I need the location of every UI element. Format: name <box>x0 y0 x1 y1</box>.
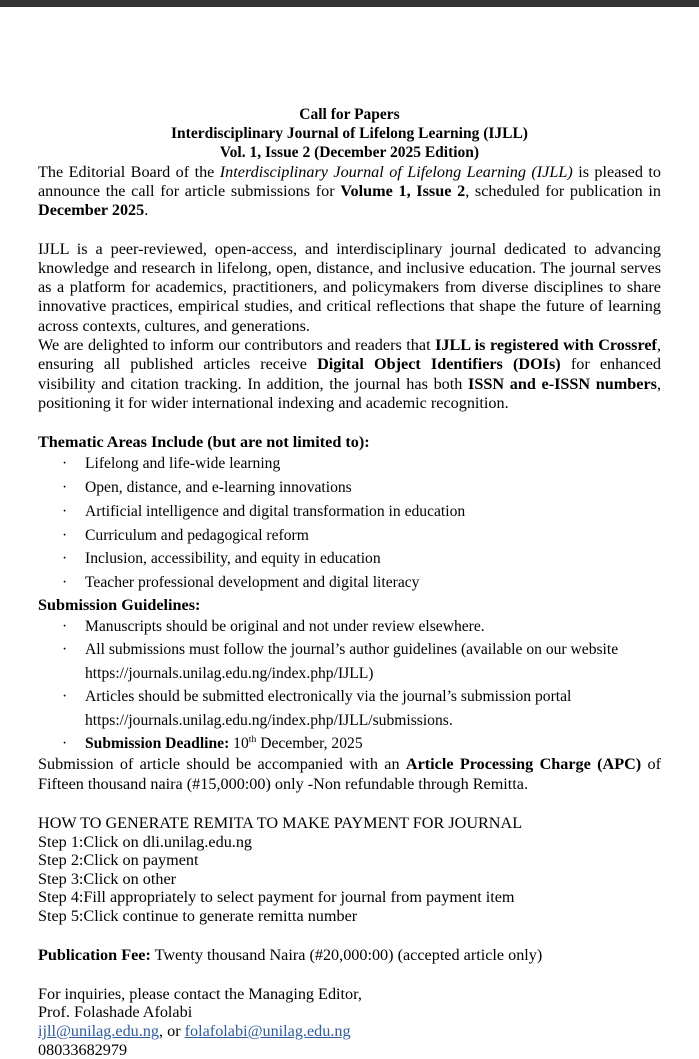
spacer-before-publication-fee <box>38 926 661 946</box>
bullet-marker-icon: · <box>62 550 68 568</box>
list-item <box>38 685 661 732</box>
list-item <box>38 638 661 685</box>
thematic-item-text: Lifelong and life-wide learning <box>85 455 281 473</box>
guideline-item-text: All submissions must follow the journal’s author guidelines (available on our website <box>85 641 619 659</box>
remita-step-3: Step 3:Click on other <box>38 869 177 888</box>
thematic-areas-heading: Thematic Areas Include (but are not limited to): <box>38 433 370 452</box>
list-item <box>38 500 661 524</box>
crossref-bold-registered: IJLL is registered with Crossref <box>435 335 657 354</box>
email-link-folafolabi[interactable]: folafolabi@unilag.edu.ng <box>184 1022 351 1041</box>
intro-text-4: . <box>144 201 149 220</box>
thematic-item-text: Artificial intelligence and digital transformation in education <box>85 502 466 520</box>
remita-steps-block <box>38 814 661 926</box>
list-item <box>38 732 661 755</box>
list-item <box>38 452 661 476</box>
about-journal-paragraph: IJLL is a peer-reviewed, open-access, and interdisciplinary journal dedicated to advancing knowledge and research in lifelong, open, distance, and inclusive education. The journal serves as a platform for academics, practitioners, and policymakers from diverse disciplines to share innovative practices, empirical studies, and critical reflections that shape the future of learning across contexts, cultures, and generations. <box>38 239 661 335</box>
apc-text-1: Submission of article should be accompanied with an <box>38 755 406 774</box>
contact-editor-name: Prof. Folashade Afolabi <box>38 1003 193 1022</box>
crossref-paragraph <box>38 336 661 413</box>
crossref-text-2: , ensuring all published articles receive <box>38 335 661 374</box>
submission-guidelines-list <box>38 615 661 755</box>
bullet-marker-icon: · <box>62 502 68 520</box>
bullet-marker-icon: · <box>62 478 68 496</box>
submission-deadline-rest: December, 2025 <box>256 734 363 752</box>
intro-date-bold: December 2025 <box>38 201 145 220</box>
list-item <box>38 547 661 571</box>
intro-text-1: The Editorial Board of the <box>38 162 220 181</box>
bullet-marker-icon: · <box>62 617 68 635</box>
remita-step-1: Step 1:Click on dli.unilag.edu.ng <box>38 832 253 851</box>
submission-guidelines-heading: Submission Guidelines: <box>38 595 201 614</box>
bullet-marker-icon: · <box>62 641 68 659</box>
submission-deadline-day: 10 <box>229 734 249 752</box>
spacer-before-thematic <box>38 413 661 432</box>
intro-volume-bold: Volume 1, Issue 2 <box>340 181 466 200</box>
remita-step-5: Step 5:Click continue to generate remitta number <box>38 906 358 925</box>
list-item <box>38 476 661 500</box>
title-line-volume-issue: Vol. 1, Issue 2 (December 2025 Edition) <box>219 144 480 162</box>
spacer-before-remita <box>38 794 661 814</box>
spacer-after-intro <box>38 221 661 240</box>
list-item <box>38 524 661 548</box>
intro-text-2: is pleased to announce the call for article submissions for <box>38 162 661 200</box>
apc-text-2: of Fifteen thousand naira (#15,000:00) only -Non refundable through Remitta. <box>38 755 661 793</box>
publication-fee-value: Twenty thousand Naira (#20,000:00) (accepted article only) <box>150 945 543 964</box>
crossref-bold-doi: Digital Object Identifiers (DOIs) <box>317 355 561 374</box>
bullet-marker-icon: · <box>62 526 68 544</box>
thematic-item-text: Open, distance, and e-learning innovations <box>85 478 352 496</box>
apc-paragraph <box>38 755 661 794</box>
crossref-text-4: , positioning it for wider international indexing and academic recognition. <box>38 374 661 412</box>
document-title-block <box>38 105 661 163</box>
guideline-item-text: Articles should be submitted electronically via the journal’s submission portal <box>85 688 572 706</box>
crossref-bold-issn: ISSN and e-ISSN numbers <box>468 374 657 393</box>
guideline-item-url: https://journals.unilag.edu.ng/index.php/IJLL) <box>85 664 374 682</box>
bullet-marker-icon: · <box>62 455 68 473</box>
crossref-text-3: for enhanced visibility and citation tracking. In addition, the journal has both <box>38 355 661 393</box>
apc-bold-label: Article Processing Charge (APC) <box>405 755 642 774</box>
list-item <box>38 571 661 595</box>
intro-text-3: , scheduled for publication in <box>465 181 662 200</box>
document-content <box>38 105 661 1059</box>
guideline-item-text: Manuscripts should be original and not under review elsewhere. <box>85 617 485 635</box>
crossref-text-1: We are delighted to inform our contributors and readers that <box>38 335 436 354</box>
bullet-marker-icon: · <box>62 734 68 752</box>
publication-fee-label: Publication Fee: <box>38 945 151 964</box>
remita-heading: HOW TO GENERATE REMITA TO MAKE PAYMENT FOR JOURNAL <box>38 813 523 832</box>
title-line-call-for-papers: Call for Papers <box>299 106 400 123</box>
email-link-ijll[interactable]: ijll@unilag.edu.ng <box>38 1022 160 1041</box>
intro-paragraph <box>38 163 661 221</box>
bullet-marker-icon: · <box>62 688 68 706</box>
contact-email-line <box>38 1022 661 1041</box>
title-line-journal-name: Interdisciplinary Journal of Lifelong Learning (IJLL) <box>171 125 528 143</box>
thematic-item-text: Curriculum and pedagogical reform <box>85 526 309 544</box>
viewer-top-bar <box>0 0 699 7</box>
bullet-marker-icon: · <box>62 574 68 592</box>
spacer-before-contact <box>38 965 661 985</box>
contact-intro-line: For inquiries, please contact the Managing Editor, <box>38 984 362 1003</box>
contact-phone: 08033682979 <box>38 1040 128 1059</box>
list-item <box>38 615 661 638</box>
email-separator: , or <box>159 1022 185 1041</box>
remita-step-2: Step 2:Click on payment <box>38 851 199 870</box>
intro-journal-italic: Interdisciplinary Journal of Lifelong Learning (IJLL) <box>219 162 573 181</box>
thematic-item-text: Inclusion, accessibility, and equity in education <box>85 550 381 568</box>
thematic-areas-list <box>38 452 661 595</box>
submission-deadline-label: Submission Deadline: <box>85 734 230 752</box>
document-page <box>0 7 699 1059</box>
guideline-item-url: https://journals.unilag.edu.ng/index.php/IJLL/submissions. <box>85 711 453 729</box>
submission-deadline-ordinal: th <box>248 733 257 745</box>
remita-step-4: Step 4:Fill appropriately to select payment for journal from payment item <box>38 888 515 907</box>
contact-block <box>38 985 661 1059</box>
publication-fee-paragraph <box>38 946 661 965</box>
thematic-item-text: Teacher professional development and digital literacy <box>85 574 420 592</box>
